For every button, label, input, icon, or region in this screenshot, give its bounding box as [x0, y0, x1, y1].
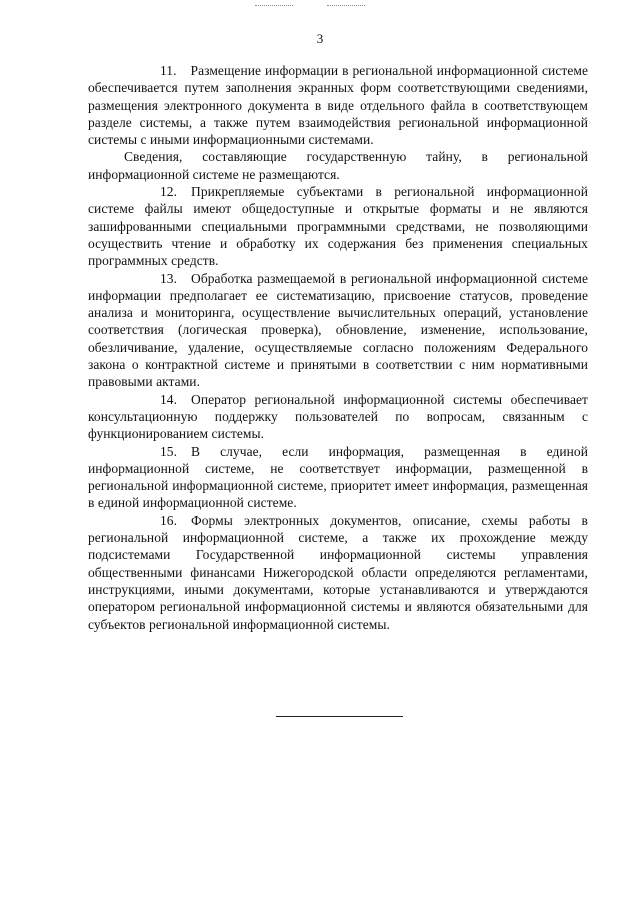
paragraph-14: [88, 391, 588, 443]
paragraph-text: Прикрепляемые субъектами в региональной информационной системе файлы имеют общедоступные и открытые форматы и не являются зашифрованными специальными программными средствами, не позволяющими осуществить чтение и обработку их содержания без применения специальных программных средств.: [88, 184, 588, 269]
scan-artifact-marks: [255, 0, 385, 8]
document-body: [88, 62, 588, 633]
paragraph-16: [88, 512, 588, 633]
scan-mark: [327, 0, 365, 6]
page-number: 3: [316, 31, 324, 46]
paragraph-text: Обработка размещаемой в региональной информационной системе информации предполагает ее систематизацию, присвоение статусов, проведение анализа и мониторинга, осуществление вычислительных операций, установление соответствия (логическая проверка), обновление, изменение, использование, обезличивание, удаление, осуществляемые согласно положениям Федерального закона о контрактной системе и принятыми в соответствии с ним нормативными правовыми актами.: [88, 270, 588, 390]
paragraph-text: Сведения, составляющие государственную тайну, в региональной информационной системе не размещаются.: [88, 149, 588, 182]
paragraph-text: Формы электронных документов, описание, схемы работы в региональной информационной системе, а также их прохождение между подсистемами Государственной информационной системы управления общественными финансами Нижегородской области определяются регламентами, инструкциями, иными документами, которые устанавливаются и утверждаются оператором региональной информационной системы и являются обязательными для субъектов региональной информационной системы.: [88, 512, 588, 632]
paragraph-number: 12.: [160, 184, 178, 200]
paragraph-12: [88, 183, 588, 269]
paragraph-text: Размещение информации в региональной информационной системе обеспечивается путем заполнения экранных форм соответствующими сведениями, размещения электронного документа в виде отдельного файла в соответствующем разделе системы, а также путем взаимодействия региональной информационной системы с иными информационными системами.: [88, 63, 588, 148]
paragraph-number: 11.: [160, 63, 177, 78]
paragraph-number: 13.: [160, 270, 178, 286]
paragraph-text: Оператор региональной информационной системы обеспечивает консультационную поддержку пользователей по вопросам, связанным с функционированием системы.: [88, 391, 588, 442]
paragraph-state-secret: [88, 148, 588, 183]
paragraph-15: [88, 443, 588, 512]
paragraph-number: 16.: [160, 512, 178, 528]
end-of-document-rule: [276, 716, 403, 717]
paragraph-text: В случае, если информация, размещенная в единой информационной системе, не соответствует информации, размещенной в региональной информационной системе, приоритет имеет информация, размещенная в единой информационной системе.: [88, 443, 588, 511]
paragraph-11: [88, 62, 588, 148]
paragraph-13: [88, 270, 588, 391]
paragraph-number: 15.: [160, 443, 178, 459]
scan-mark: [255, 0, 293, 6]
paragraph-number: 14.: [160, 391, 178, 407]
